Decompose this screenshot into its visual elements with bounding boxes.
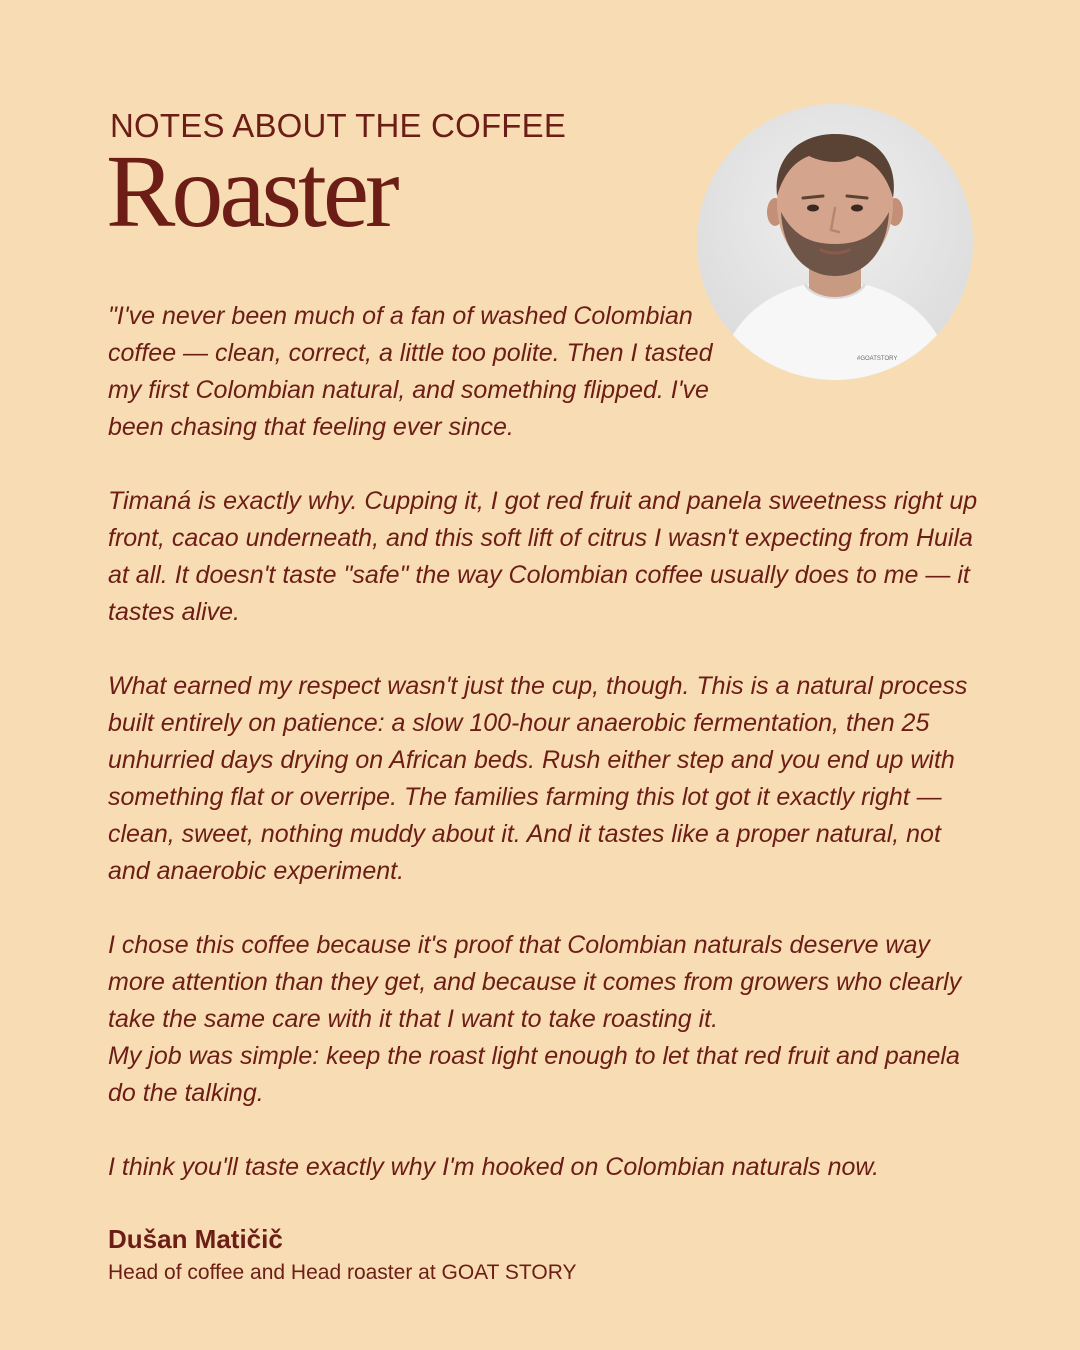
signature-role: Head of coffee and Head roaster at GOAT STORY <box>108 1261 577 1284</box>
quote-paragraph: I chose this coffee because it's proof that Colombian naturals deserve way more attention than they get, and because it comes from growers who clearly take the same care with it that I want to take roasting it. <box>108 931 962 1033</box>
section-kicker: NOTES ABOUT THE COFFEE <box>110 107 567 144</box>
quote-paragraph: What earned my respect wasn't just the cup, though. This is a natural process built entirely on patience: a slow 100-hour anaerobic fermentation, then 25 unhurried days drying on African beds. Rush either step and you end up with something flat or overripe. The families farming this lot got it exactly right — clean, sweet, nothing muddy about it. And it tastes like a proper natural, not and anaerobic experiment. <box>108 672 968 885</box>
signature-name: Dušan Matičič <box>108 1224 283 1254</box>
quote-paragraph: Timaná is exactly why. Cupping it, I got red fruit and panela sweetness right up front, cacao underneath, and this soft lift of citrus I wasn't expecting from Huila at all. It doesn't taste "safe" the way Colombian coffee usually does to me — it tastes alive. <box>108 487 978 626</box>
page-title: Roaster <box>106 134 396 249</box>
shirt-print: #GOATSTORY <box>857 356 898 362</box>
quote-paragraph: I think you'll taste exactly why I'm hooked on Colombian naturals now. <box>108 1153 880 1181</box>
roaster-quote <box>108 298 978 1223</box>
quote-paragraph: "I've never been much of a fan of washed Colombian coffee — clean, correct, a little too polite. Then I tasted my first Colombian natural, and something flipped. I've been chasing that feeling ever since. <box>108 302 713 441</box>
quote-paragraph: My job was simple: keep the roast light enough to let that red fruit and panela do the talking. <box>108 1042 960 1107</box>
